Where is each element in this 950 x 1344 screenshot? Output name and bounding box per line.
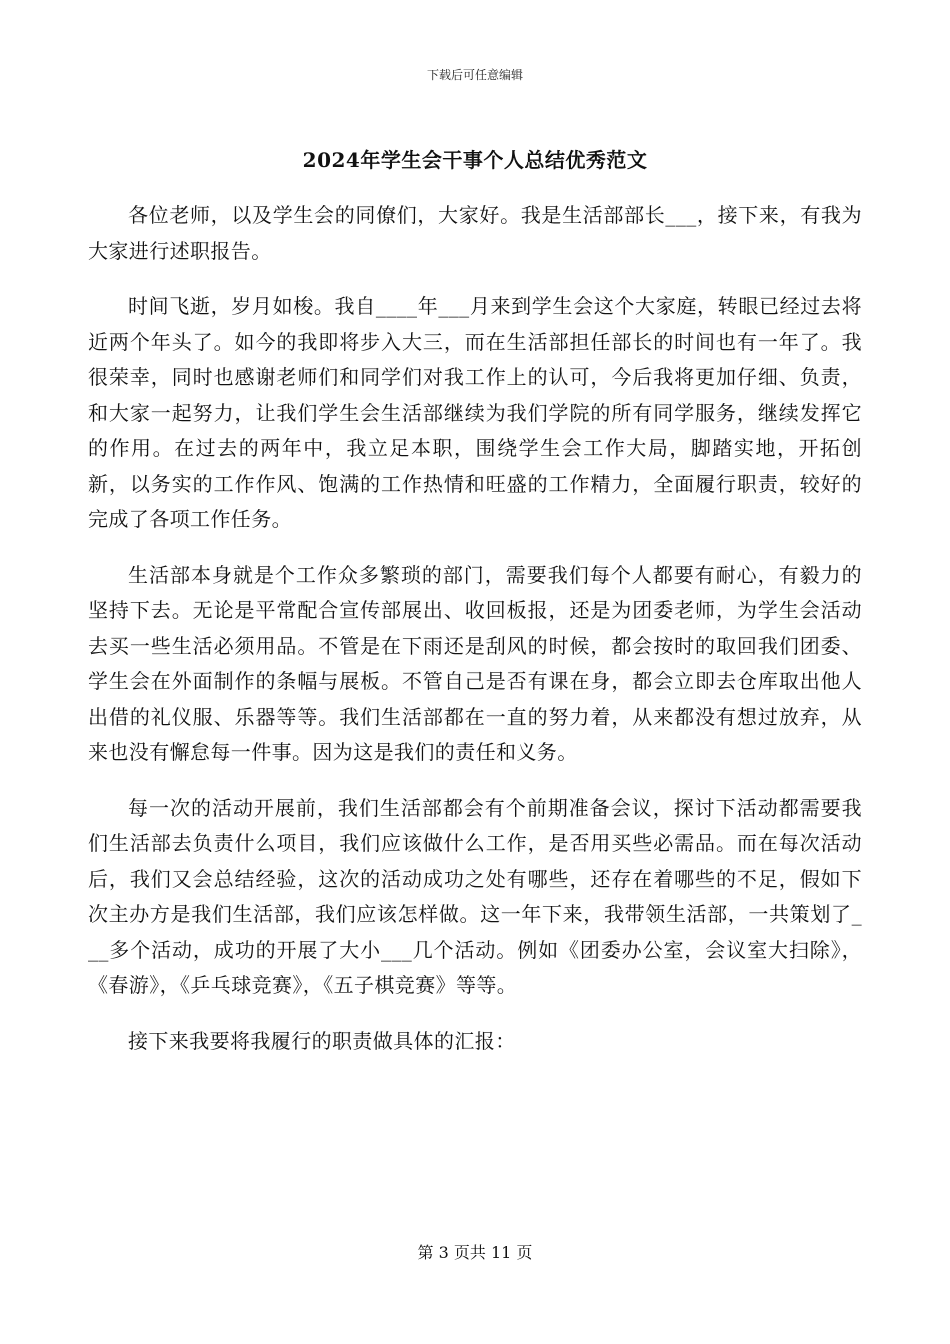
paragraph-1: 各位老师，以及学生会的同僚们，大家好。我是生活部部长___，接下来，有我为大家进行述职报告。 [88,203,862,263]
paragraph-4: 每一次的活动开展前，我们生活部都会有个前期准备会议，探讨下活动都需要我们生活部去负责什么项目，我们应该做什么工作，是否用买些必需品。而在每次活动后，我们又会总结经验，这次的活动成功之处有哪些，还存在着哪些的不足，假如下次主办方是我们生活部，我们应该怎样做。这一年下来，我带领生活部，一共策划了___多个活动，成功的开展了大小___几个活动。例如《团委办公室，会议室大扫除》，《春游》，《乒乓球竞赛》，《五子棋竞赛》等等。 [88,795,862,997]
header-note: 下载后可任意编辑 [426,68,523,82]
document-title: 2024年学生会干事个人总结优秀范文 [302,148,648,172]
paragraph-5: 接下来我要将我履行的职责做具体的汇报： [128,1028,516,1053]
document-body [88,198,862,1079]
page-number: 第 3 页共 11 页 [417,1243,533,1262]
paragraph-2: 时间飞逝，岁月如梭。我自____年___月来到学生会这个大家庭，转眼已经过去将近两个年头了。如今的我即将步入大三，而在生活部担任部长的时间也有一年了。我很荣幸，同时也感谢老师们和同学们对我工作上的认可，今后我将更加仔细、负责，和大家一起努力，让我们学生会生活部继续为我们学院的所有同学服务，继续发挥它的作用。在过去的两年中，我立足本职，围绕学生会工作大局，脚踏实地，开拓创新，以务实的工作作风、饱满的工作热情和旺盛的工作精力，全面履行职责，较好的完成了各项工作任务。 [88,294,862,531]
paragraph-3: 生活部本身就是个工作众多繁琐的部门，需要我们每个人都要有耐心，有毅力的坚持下去。无论是平常配合宣传部展出、收回板报，还是为团委老师，为学生会活动去买一些生活必须用品。不管是在下雨还是刮风的时候，都会按时的取回我们团委、学生会在外面制作的条幅与展板。不管自己是否有课在身，都会立即去仓库取出他人出借的礼仪服、乐器等等。我们生活部都在一直的努力着，从来都没有想过放弃，从来也没有懈怠每一件事。因为这是我们的责任和义务。 [88,562,862,764]
